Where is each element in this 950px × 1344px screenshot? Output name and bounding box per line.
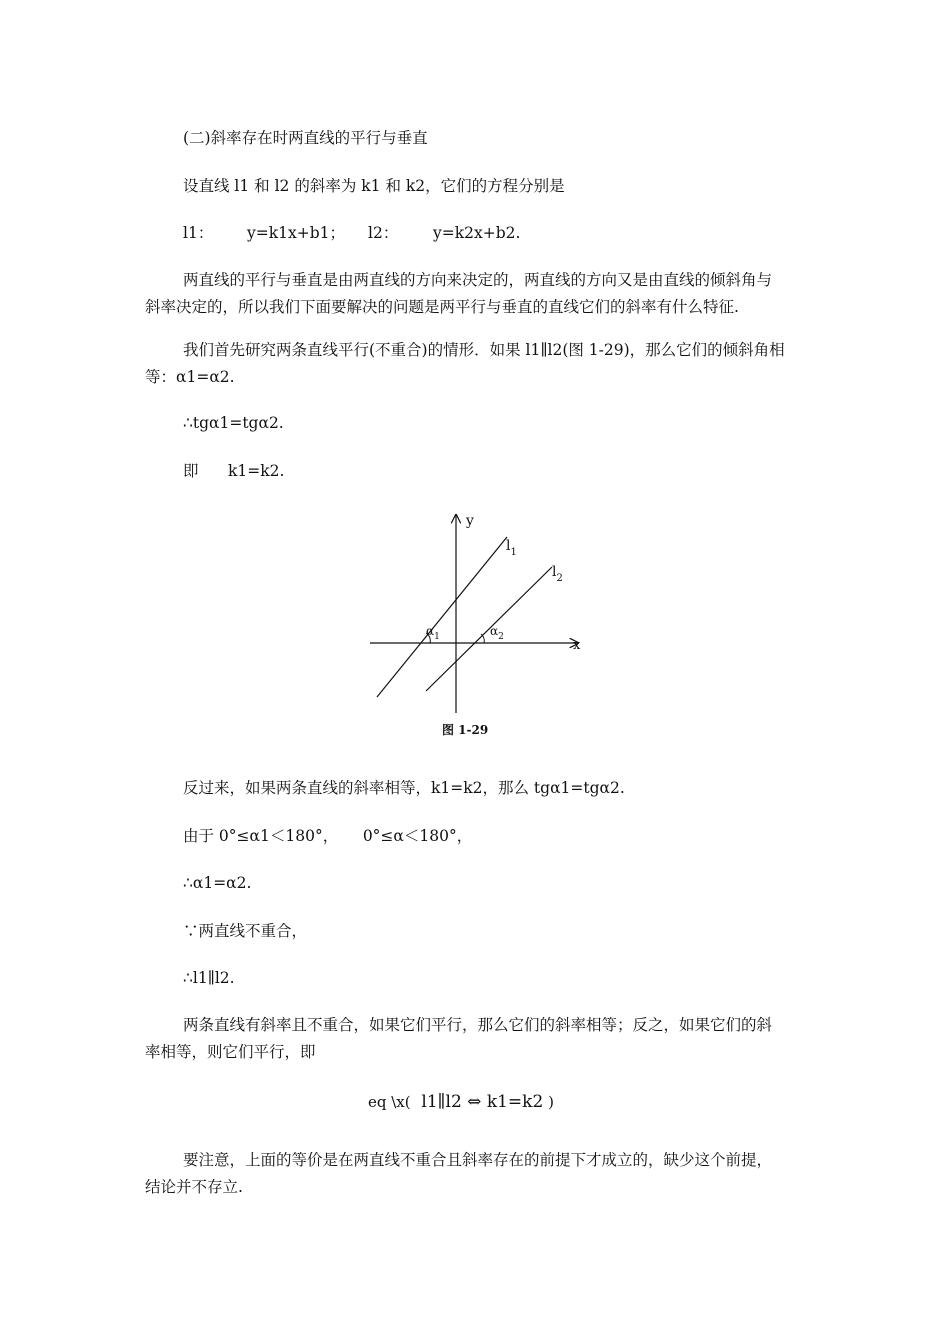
therefore-tg-line: ∴tgα1=tgα2. [183, 414, 284, 432]
l2-label: l2： [368, 224, 399, 242]
since-range-line: 由于 0°≤α1＜180°， 0°≤α＜180°， [183, 827, 473, 845]
line-l2 [426, 567, 552, 691]
note-paragraph: 要注意，上面的等价是在两直线不重合且斜率存在的前提下才成立的，缺少这个前提，结论并不存立. [145, 1151, 773, 1196]
because-line: ∵两直线不重合， [183, 922, 308, 940]
parallel-paragraph: 我们首先研究两条直线平行(不重合)的情形．如果 l1∥l2(图 1-29)，那么它们的倾斜角相等：α1=α2. [145, 341, 785, 386]
setup-paragraph: 设直线 l1 和 l2 的斜率为 k1 和 k2，它们的方程分别是 [183, 177, 565, 195]
l1-equation: y=k1x+b1； [247, 224, 346, 242]
k-equal-text: k1=k2. [228, 462, 285, 480]
ji-word: 即 [183, 462, 199, 480]
formula-prefix: eq \x( [368, 1093, 411, 1111]
formula-suffix: ) [548, 1093, 554, 1111]
l1-line-sub: 1 [510, 547, 517, 558]
l2-equation: y=k2x+b2. [433, 224, 521, 242]
therefore-alpha-line: ∴α1=α2. [183, 874, 252, 892]
formula-body: l1∥l2 ⇔ k1=k2 [421, 1092, 544, 1112]
y-axis-label: y [466, 513, 474, 529]
k-equal-line [183, 460, 285, 482]
direction-paragraph: 两直线的平行与垂直是由两直线的方向来决定的，两直线的方向又是由直线的倾斜角与斜率决定的，所以我们下面要解决的问题是两平行与垂直的直线它们的斜率有什么特征. [145, 271, 773, 316]
line-equations [183, 222, 521, 244]
x-axis-label: x [573, 638, 581, 653]
equivalence-formula [368, 1090, 554, 1114]
line-l1 [377, 537, 507, 697]
summary-paragraph: 两条直线有斜率且不重合，如果它们平行，那么它们的斜率相等；反之，如果它们的斜率相等，则它们平行，即 [145, 1016, 773, 1061]
section-heading: (二)斜率存在时两直线的平行与垂直 [183, 129, 428, 147]
l1-line-label: $l_1$ [506, 538, 517, 558]
alpha2-label: $\alpha_2$ [490, 624, 504, 642]
alpha1-sub: 1 [434, 632, 440, 642]
l2-line-label: $l_2$ [552, 564, 563, 584]
angle-alpha2-arc [481, 634, 484, 643]
therefore-parallel-line: ∴l1∥l2. [183, 969, 235, 987]
l2-line-sub: 2 [556, 573, 563, 584]
alpha2-sub: 2 [498, 632, 504, 642]
figure-parallel-lines [360, 505, 600, 745]
converse-paragraph: 反过来，如果两条直线的斜率相等，k1=k2，那么 tgα1=tgα2. [183, 779, 625, 797]
alpha1-label: $\alpha_1$ [426, 624, 440, 642]
l1-label: l1： [183, 224, 214, 242]
figure-caption: 图 1-29 [442, 723, 489, 737]
